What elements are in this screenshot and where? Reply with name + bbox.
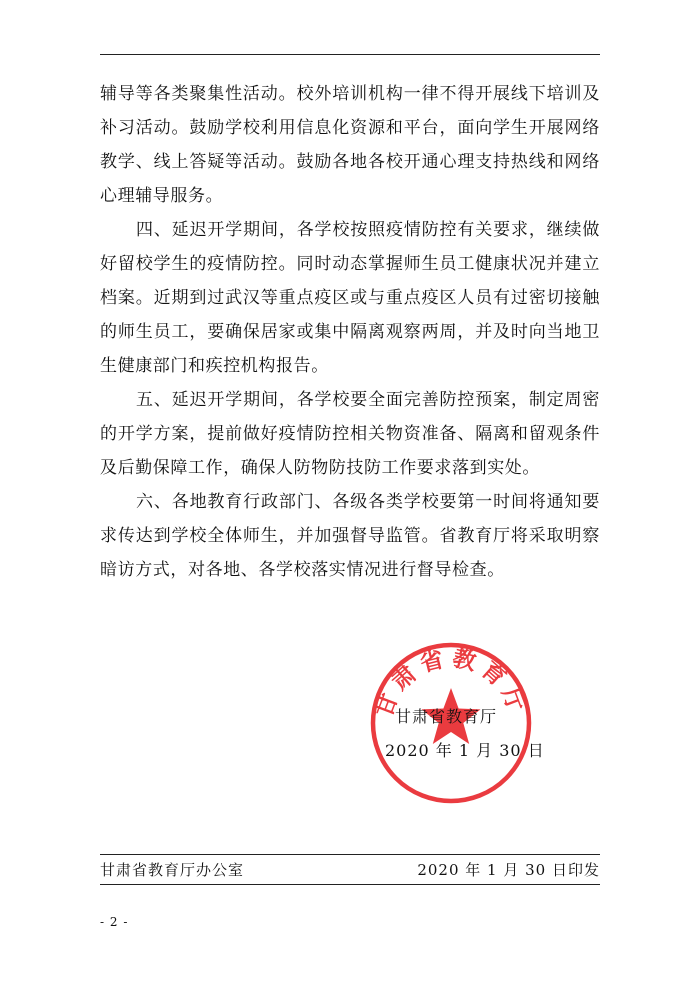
footer-issuer: 甘肃省教育厅办公室 [100, 861, 245, 879]
paragraph-item-6: 六、各地教育行政部门、各级各类学校要第一时间将通知要求传达到学校全体师生，并加强督导监管。省教育厅将采取明察暗访方式，对各地、各学校落实情况进行督导检查。 [100, 492, 600, 580]
top-rule [100, 54, 600, 55]
paragraph-item-4: 四、延迟开学期间，各学校按照疫情防控有关要求，继续做好留校学生的疫情防控。同时动态掌握师生员工健康状况并建立档案。近期到过武汉等重点疫区或与重点疫区人员有过密切接触的师生员工，要确保居家或集中隔离观察两周，并及时向当地卫生健康部门和疾控机构报告。 [100, 220, 600, 376]
footer-top-rule [100, 854, 600, 855]
seal-text: 甘肃省教育厅 [370, 644, 532, 721]
paragraph-continuation: 辅导等各类聚集性活动。校外培训机构一律不得开展线下培训及补习活动。鼓励学校利用信息化资源和平台，面向学生开展网络教学、线上答疑等活动。鼓励各地各校开通心理支持热线和网络心理辅导服务。 [100, 84, 600, 206]
paragraph-item-5: 五、延迟开学期间，各学校要全面完善防控预案，制定周密的开学方案，提前做好疫情防控相关物资准备、隔离和留观条件及后勤保障工作，确保人防物防技防工作要求落到实处。 [100, 390, 600, 478]
page-number: - 2 - [100, 915, 129, 929]
footer-bottom-rule [100, 884, 600, 885]
signature-org: 甘肃省教育厅 [395, 707, 498, 726]
signature-block [385, 700, 585, 768]
signature-date: 2020 年 1 月 30 日 [385, 741, 545, 760]
document-body [100, 77, 600, 587]
footer-issue-date: 2020 年 1 月 30 日印发 [417, 861, 600, 879]
